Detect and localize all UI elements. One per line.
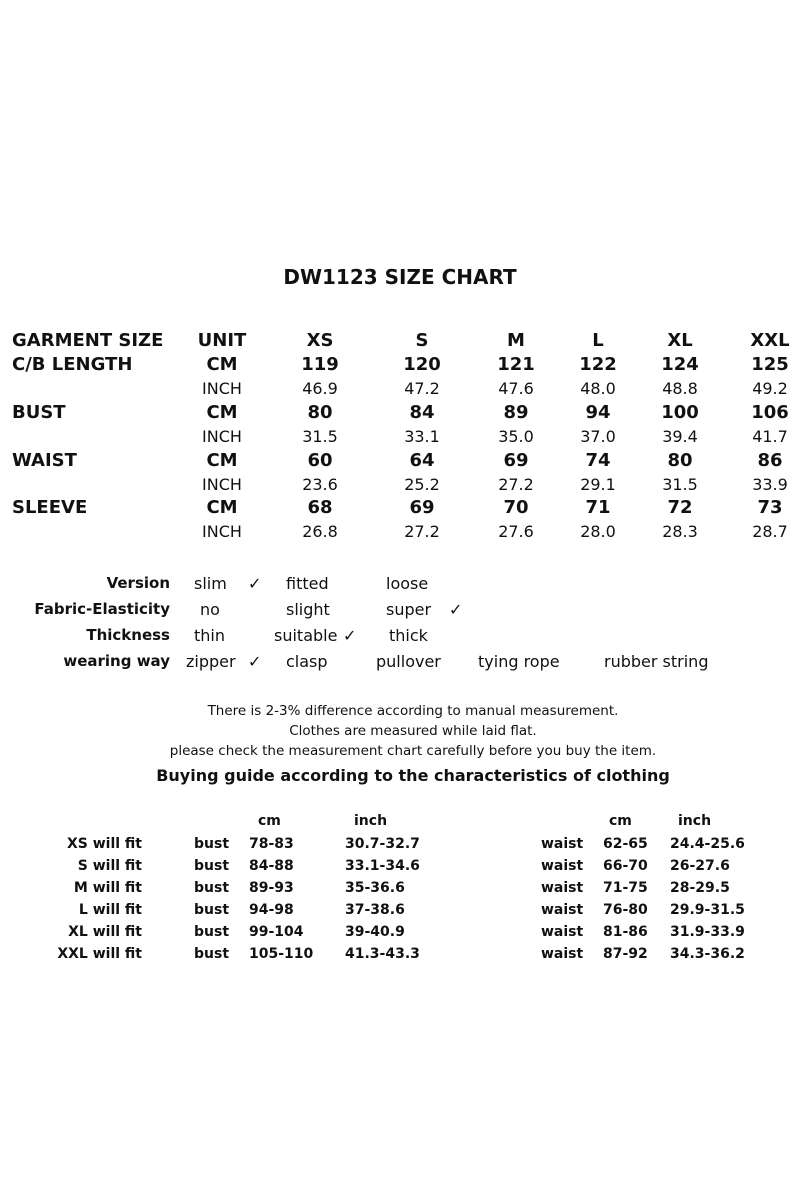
guide-bust-label: bust — [194, 902, 230, 918]
unit-inch: INCH — [202, 522, 242, 541]
table-cell: 35.0 — [498, 427, 534, 446]
note-measured-flat: Clothes are measured while laid flat. — [289, 723, 537, 739]
table-cell: 48.0 — [580, 379, 616, 398]
table-cell: 74 — [585, 450, 611, 471]
table-cell: 124 — [661, 354, 699, 375]
table-cell: 64 — [409, 450, 435, 471]
table-cell: 29.1 — [580, 475, 616, 494]
guide-header-inch: inch — [678, 813, 712, 829]
guide-fit-label: XXL will fit — [57, 946, 142, 962]
guide-fit-label: L will fit — [78, 902, 142, 918]
option-loose: loose — [386, 574, 429, 593]
option-thin: thin — [194, 626, 225, 645]
guide-waist-label: waist — [541, 902, 584, 918]
guide-waist-cm: 81-86 — [603, 924, 648, 940]
guide-bust-cm: 105-110 — [249, 946, 314, 962]
table-cell: 31.5 — [302, 427, 338, 446]
guide-bust-cm: 84-88 — [249, 858, 294, 874]
table-cell: 33.1 — [404, 427, 440, 446]
size-header-s: S — [415, 330, 429, 351]
guide-bust-inch: 33.1-34.6 — [345, 858, 420, 874]
guide-fit-label: XS will fit — [66, 836, 142, 852]
size-header-l: L — [592, 330, 604, 351]
row-label-sleeve: SLEEVE — [12, 497, 88, 518]
table-cell: 25.2 — [404, 475, 440, 494]
table-cell: 122 — [579, 354, 617, 375]
option-tying-rope: tying rope — [478, 652, 560, 671]
table-cell: 27.2 — [498, 475, 534, 494]
guide-bust-inch: 39-40.9 — [345, 924, 405, 940]
option-fitted: fitted — [286, 574, 329, 593]
guide-waist-inch: 31.9-33.9 — [670, 924, 745, 940]
table-cell: 28.3 — [662, 522, 698, 541]
option-slight: slight — [286, 600, 330, 619]
guide-waist-inch: 24.4-25.6 — [670, 836, 745, 852]
table-cell: 84 — [409, 402, 435, 423]
feature-label-version: Version — [106, 574, 170, 592]
size-header-m: M — [507, 330, 525, 351]
feature-label-thickness: Thickness — [86, 626, 170, 644]
guide-bust-cm: 94-98 — [249, 902, 294, 918]
guide-waist-cm: 62-65 — [603, 836, 648, 852]
guide-waist-inch: 34.3-36.2 — [670, 946, 745, 962]
table-cell: 28.0 — [580, 522, 616, 541]
size-header-xxl: XXL — [750, 330, 790, 351]
guide-waist-cm: 87-92 — [603, 946, 648, 962]
table-cell: 27.6 — [498, 522, 534, 541]
option-rubber-string: rubber string — [604, 652, 709, 671]
feature-label-elasticity: Fabric-Elasticity — [34, 600, 170, 618]
guide-bust-inch: 37-38.6 — [345, 902, 405, 918]
row-label-waist: WAIST — [12, 450, 77, 471]
guide-fit-label: XL will fit — [68, 924, 142, 940]
table-cell: 125 — [751, 354, 789, 375]
table-cell: 26.8 — [302, 522, 338, 541]
check-icon: ✓ — [343, 626, 357, 645]
table-cell: 120 — [403, 354, 441, 375]
option-clasp: clasp — [286, 652, 328, 671]
guide-fit-label: M will fit — [73, 880, 142, 896]
guide-waist-cm: 76-80 — [603, 902, 648, 918]
unit-cm: CM — [206, 450, 238, 471]
guide-bust-cm: 89-93 — [249, 880, 294, 896]
guide-bust-inch: 41.3-43.3 — [345, 946, 420, 962]
option-super: super — [386, 600, 432, 619]
guide-waist-label: waist — [541, 836, 584, 852]
guide-header-cm: cm — [258, 813, 281, 829]
guide-bust-cm: 99-104 — [249, 924, 304, 940]
unit-cm: CM — [206, 497, 238, 518]
option-slim: slim — [194, 574, 227, 593]
garment-size-header: GARMENT SIZE — [12, 330, 164, 351]
guide-bust-label: bust — [194, 858, 230, 874]
guide-waist-label: waist — [541, 946, 584, 962]
guide-bust-label: bust — [194, 880, 230, 896]
unit-cm: CM — [206, 402, 238, 423]
guide-waist-cm: 66-70 — [603, 858, 648, 874]
guide-waist-label: waist — [541, 880, 584, 896]
guide-waist-inch: 28-29.5 — [670, 880, 730, 896]
table-cell: 121 — [497, 354, 535, 375]
unit-inch: INCH — [202, 379, 242, 398]
table-cell: 106 — [751, 402, 789, 423]
row-label-bust: BUST — [12, 402, 66, 423]
table-cell: 39.4 — [662, 427, 698, 446]
table-cell: 71 — [585, 497, 611, 518]
table-cell: 80 — [307, 402, 333, 423]
guide-waist-inch: 29.9-31.5 — [670, 902, 745, 918]
table-cell: 70 — [503, 497, 529, 518]
guide-header-inch: inch — [354, 813, 388, 829]
table-cell: 41.7 — [752, 427, 788, 446]
table-cell: 37.0 — [580, 427, 616, 446]
table-cell: 86 — [757, 450, 783, 471]
table-cell: 68 — [307, 497, 333, 518]
table-cell: 94 — [585, 402, 611, 423]
table-cell: 119 — [301, 354, 339, 375]
guide-waist-label: waist — [541, 858, 584, 874]
size-header-xs: XS — [306, 330, 334, 351]
size-header-xl: XL — [667, 330, 693, 351]
table-cell: 48.8 — [662, 379, 698, 398]
guide-bust-cm: 78-83 — [249, 836, 294, 852]
guide-bust-inch: 35-36.6 — [345, 880, 405, 896]
table-cell: 100 — [661, 402, 699, 423]
table-cell: 47.2 — [404, 379, 440, 398]
table-cell: 31.5 — [662, 475, 698, 494]
table-cell: 72 — [667, 497, 693, 518]
option-no: no — [200, 600, 220, 619]
feature-label-wearing: wearing way — [63, 652, 170, 670]
table-cell: 49.2 — [752, 379, 788, 398]
option-thick: thick — [389, 626, 428, 645]
note-difference: There is 2-3% difference according to manual measurement. — [207, 703, 619, 719]
table-cell: 73 — [757, 497, 783, 518]
unit-cm: CM — [206, 354, 238, 375]
guide-bust-label: bust — [194, 836, 230, 852]
guide-fit-label: S will fit — [77, 858, 142, 874]
option-suitable: suitable — [274, 626, 338, 645]
table-cell: 47.6 — [498, 379, 534, 398]
table-cell: 28.7 — [752, 522, 788, 541]
table-cell: 46.9 — [302, 379, 338, 398]
guide-waist-cm: 71-75 — [603, 880, 648, 896]
guide-header-cm: cm — [609, 813, 632, 829]
table-cell: 33.9 — [752, 475, 788, 494]
guide-waist-inch: 26-27.6 — [670, 858, 730, 874]
buying-guide-title: Buying guide according to the characteristics of clothing — [156, 766, 670, 785]
table-cell: 27.2 — [404, 522, 440, 541]
table-cell: 23.6 — [302, 475, 338, 494]
page-title: DW1123 SIZE CHART — [283, 265, 517, 289]
note-check-chart: please check the measurement chart carefully before you buy the item. — [169, 743, 657, 759]
table-cell: 60 — [307, 450, 333, 471]
table-cell: 69 — [503, 450, 529, 471]
table-cell: 69 — [409, 497, 435, 518]
option-zipper: zipper — [186, 652, 236, 671]
check-icon: ✓ — [449, 600, 463, 619]
row-label-length: C/B LENGTH — [12, 354, 133, 375]
guide-bust-label: bust — [194, 924, 230, 940]
check-icon: ✓ — [248, 652, 262, 671]
table-cell: 80 — [667, 450, 693, 471]
unit-header: UNIT — [197, 330, 247, 351]
table-cell: 89 — [503, 402, 529, 423]
guide-bust-label: bust — [194, 946, 230, 962]
option-pullover: pullover — [376, 652, 441, 671]
guide-bust-inch: 30.7-32.7 — [345, 836, 420, 852]
check-icon: ✓ — [248, 574, 262, 593]
unit-inch: INCH — [202, 427, 242, 446]
guide-waist-label: waist — [541, 924, 584, 940]
unit-inch: INCH — [202, 475, 242, 494]
